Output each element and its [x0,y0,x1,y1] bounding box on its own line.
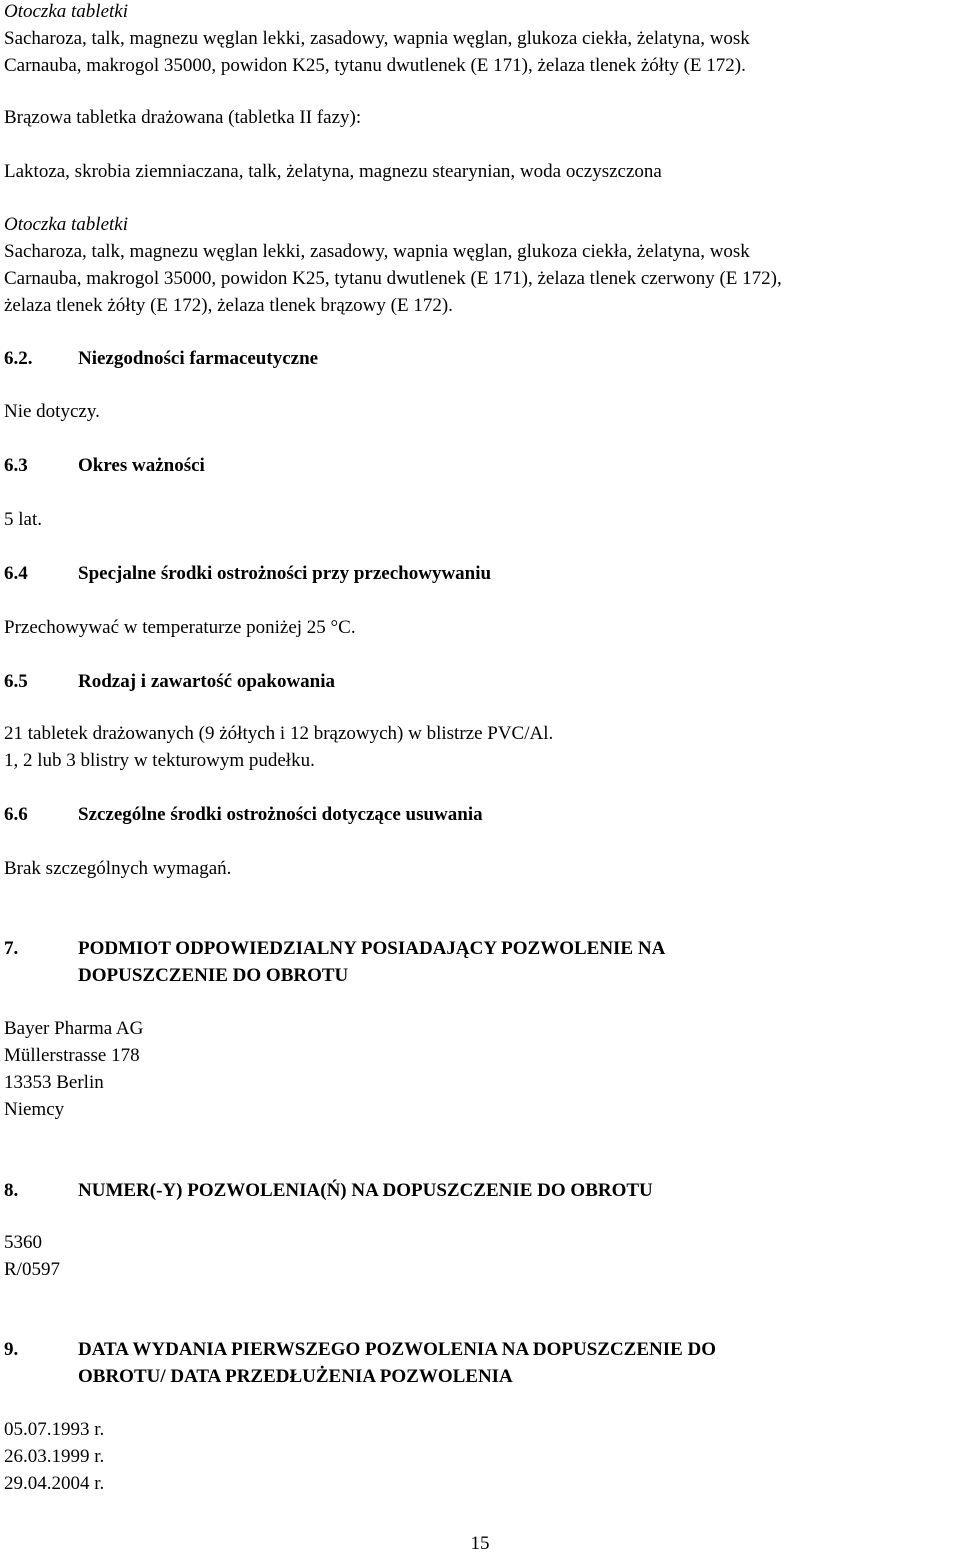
section-heading-6-5 [4,668,335,695]
authorization-number: 5360 [4,1232,42,1253]
section-title: Rodzaj i zawartość opakowania [78,671,336,692]
section-body-line: 1, 2 lub 3 blistry w tekturowym pudełku. [4,750,315,771]
section-title-line: DOPUSZCZENIE DO OBROTU [78,965,349,986]
section-title: Specjalne środki ostrożności przy przechowywaniu [78,563,492,584]
authorization-date: 29.04.2004 r. [4,1473,105,1494]
authorization-number: R/0597 [4,1259,60,1280]
company-country: Niemcy [4,1099,65,1120]
section-number: 6.4 [4,563,28,584]
coating-heading: Otoczka tabletki [4,214,128,235]
brown-tablet-title: Brązowa tabletka drażowana (tabletka II fazy): [4,107,362,128]
section-number: 6.2. [4,348,33,369]
section-heading-6-6 [4,801,483,828]
section-body: 5 lat. [4,509,42,530]
section-heading-8 [4,1177,653,1204]
coating-heading: Otoczka tabletki [4,1,128,22]
section-number: 9. [4,1339,19,1360]
coating-text-line: żelaza tlenek żółty (E 172), żelaza tlenek brązowy (E 172). [4,295,453,316]
section-body: Przechowywać w temperaturze poniżej 25 °C. [4,617,356,638]
section-title: Szczególne środki ostrożności dotyczące usuwania [78,804,483,825]
coating-text-line: Sacharoza, talk, magnezu węglan lekki, zasadowy, wapnia węglan, glukoza ciekła, żelatyna, wosk [4,241,750,262]
section-heading-6-4 [4,560,491,587]
company-street: Müllerstrasse 178 [4,1045,140,1066]
section-title: Niezgodności farmaceutyczne [78,348,319,369]
section-heading-7 [4,935,665,989]
section-number: 6.3 [4,455,28,476]
section-title-line: PODMIOT ODPOWIEDZIALNY POSIADAJĄCY POZWOLENIE NA [78,938,666,959]
section-body: Brak szczególnych wymagań. [4,858,232,879]
section-title-line: OBROTU/ DATA PRZEDŁUŻENIA POZWOLENIA [78,1366,513,1387]
company-name: Bayer Pharma AG [4,1018,144,1039]
section-heading-6-3 [4,452,205,479]
section-body: Nie dotyczy. [4,401,100,422]
section-heading-9 [4,1336,716,1390]
section-number: 6.6 [4,804,28,825]
coating-text-line: Carnauba, makrogol 35000, powidon K25, tytanu dwutlenek (E 171), żelaza tlenek żółty (E 172). [4,55,746,76]
page-number: 15 [470,1533,490,1554]
tablet-core-text: Laktoza, skrobia ziemniaczana, talk, żelatyna, magnezu stearynian, woda oczyszczona [4,161,662,182]
section-number: 7. [4,938,19,959]
coating-text-line: Sacharoza, talk, magnezu węglan lekki, zasadowy, wapnia węglan, glukoza ciekła, żelatyna, wosk [4,28,750,49]
section-title-line: DATA WYDANIA PIERWSZEGO POZWOLENIA NA DOPUSZCZENIE DO [78,1339,717,1360]
section-number: 6.5 [4,671,28,692]
authorization-date: 26.03.1999 r. [4,1446,105,1467]
section-number: 8. [4,1180,19,1201]
authorization-date: 05.07.1993 r. [4,1419,105,1440]
company-city: 13353 Berlin [4,1072,104,1093]
section-body-line: 21 tabletek drażowanych (9 żółtych i 12 brązowych) w blistrze PVC/Al. [4,723,554,744]
section-title: Okres ważności [78,455,205,476]
coating-text-line: Carnauba, makrogol 35000, powidon K25, tytanu dwutlenek (E 171), żelaza tlenek czerwony (E 172), [4,268,782,289]
section-heading-6-2 [4,345,318,372]
section-title: NUMER(-Y) POZWOLENIA(Ń) NA DOPUSZCZENIE DO OBROTU [78,1180,653,1201]
